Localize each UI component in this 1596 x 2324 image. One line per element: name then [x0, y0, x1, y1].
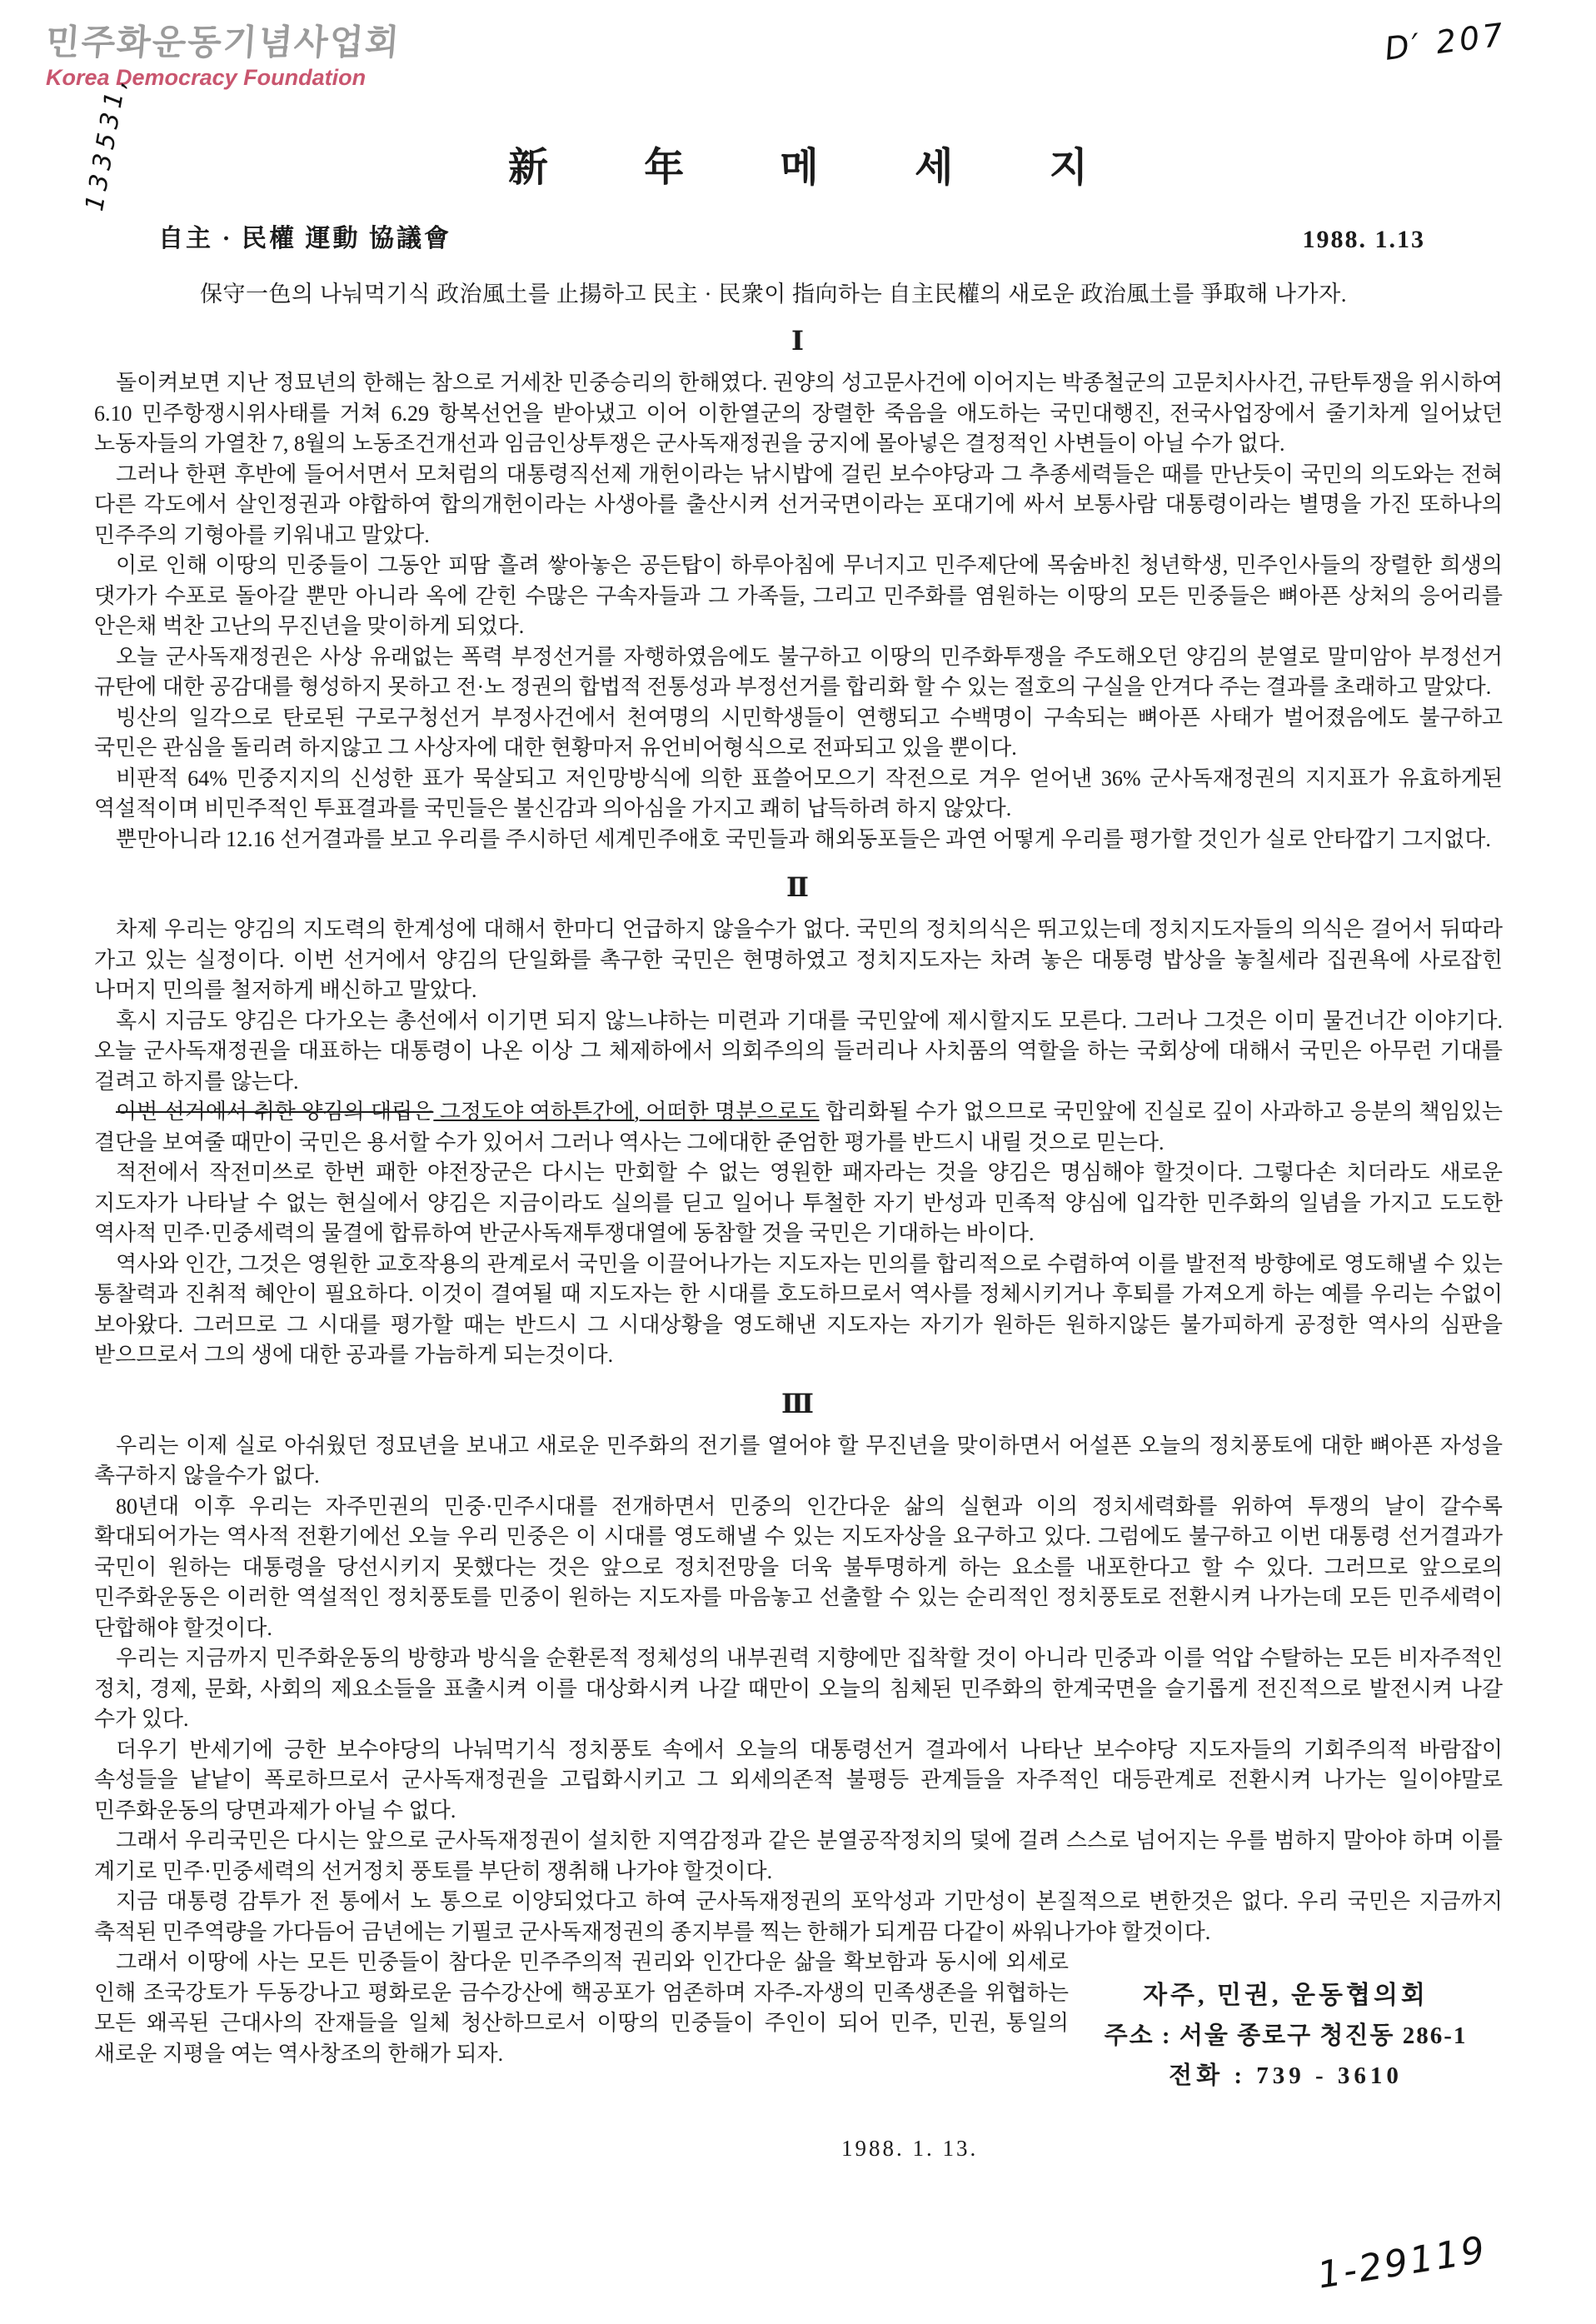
paragraph: 혹시 지금도 양김은 다가오는 총선에서 이기면 되지 않느냐하는 미련과 기대를 국민앞에 제시할지도 모른다. 그러나 그것은 이미 물건너간 이야기다. 오늘 군사독재정권을 대표하는 대통령이 나온 이상 그 체제하에서 의회주의의 들러리나 사치품의 역할을 하는 국회상에 대해서 국민은 아무런 기대를 걸려고 하지를 않는다. [94, 1008, 1503, 1094]
handwritten-bottom-right-number: 1-29119 [1314, 2228, 1490, 2297]
paragraph: 비판적 64% 민중지지의 신성한 표가 묵살되고 저인망방식에 의한 표쓸어모으기 작전으로 겨우 얻어낸 36% 군사독재정권의 지지표가 유효하게된 역설적이며 비민주적인 투표결과를 국민들은 불신감과 의아심을 가지고 쾌히 납득하려 하지 않았다. [94, 766, 1503, 820]
closing-block [0, 1947, 1596, 2096]
paragraph: 뿐만아니라 12.16 선거결과를 보고 우리를 주시하던 세계민주애호 국민들과 해외동포들은 과연 어떻게 우리를 평가할 것인가 실로 안타깝기 그지없다. [116, 826, 1491, 851]
footer-date: 1988. 1. 13. [841, 2136, 979, 2161]
section-marker-3: Ⅲ [781, 1388, 815, 1419]
paragraph: 차제 우리는 양김의 지도력의 한계성에 대해서 한마디 언급하지 않을수가 없다. 국민의 정치의식은 뛰고있는데 정치지도자들의 의식은 걸어서 뒤따라 가고 있는 실정이다. 이번 선거에서 양김의 단일화를 촉구한 국민은 현명하였고 정치지도자는 차려 놓은 대통령 밥상을 놓칠세라 집권욕에 사로잡힌 나머지 민의를 철저하게 배신하고 말았다. [94, 917, 1503, 1002]
signature-organization: 자주, 민권, 운동협의회 [1143, 1982, 1429, 2009]
header-row [0, 192, 1596, 254]
issuing-organization: 自主 · 民權 運動 協議會 [158, 225, 452, 252]
signature-block [1069, 1947, 1503, 2096]
paragraph: 오늘 군사독재정권은 사상 유래없는 폭력 부정선거를 자행하였음에도 불구하고 이땅의 민주화투쟁을 주도해오던 양김의 분열로 말미암아 부정선거 규탄에 대한 공감대를 형성하지 못하고 전·노 정권의 합법적 전통성과 부정선거를 합리화 할 수 있는 절호의 구실을 안겨다 주는 결과를 초래하고 말았다. [94, 644, 1503, 699]
closing-paragraph-column [94, 1947, 1069, 2096]
section-2-body [0, 915, 1596, 1371]
slogan-line: 保守一色의 나눠먹기식 政治風土를 止揚하고 民主 · 民衆이 指向하는 自主民權의 새로운 政治風土를 爭取해 나가자. [200, 282, 1347, 307]
header-date: 1988. 1.13 [1302, 226, 1425, 253]
paragraph: 80년대 이후 우리는 자주민권의 민중·민주시대를 전개하면서 민중의 인간다운 삶의 실현과 이의 정치세력화를 위하여 투쟁의 날이 갈수록 확대되어가는 역사적 전환기에선 오늘 우리 민중은 이 시대를 영도해낼 수 있는 지도자상을 요구하고 있다. 그럼에도 불구하고 이번 대통령 선거결과가 국민이 원하는 대통령을 당선시키지 못했다는 것은 앞으로 정치전망을 더욱 불투명하게 하는 요소를 내포한다고 할 수 있다. 그러므로 앞으로의 민주화운동은 이러한 역설적인 정치풍토를 민중이 원하는 지도자를 마음놓고 선출할 수 있는 순리적인 정치풍토로 전환시켜 나가는데 모든 민주세력이 단합해야 할것이다. [94, 1494, 1503, 1640]
document-title: 新年메세지 [508, 146, 1185, 190]
handwritten-archive-number: 133531, [80, 72, 133, 214]
foundation-logo-korean: 민주화운동기념사업회 [44, 22, 402, 62]
underlined-text: 그정도야 여하튼간에, 어떠한 명분으로도 [433, 1100, 820, 1124]
paragraph: 더우기 반세기에 긍한 보수야당의 나눠먹기식 정치풍토 속에서 오늘의 대통령선거 결과에서 나타난 보수야당 지도자들의 기회주의적 바람잡이 속성들을 낱낱이 폭로하므로서 군사독재정권을 고립화시키고 그 외세의존적 불평등 관계들을 자주적인 대등관계로 전환시켜 나가는 일이야말로 민주화운동의 당면과제가 아닐 수 없다. [94, 1737, 1503, 1823]
paragraph: 빙산의 일각으로 탄로된 구로구청선거 부정사건에서 천여명의 시민학생들이 연행되고 수백명이 구속되는 뼈아픈 사태가 벌어졌음에도 불구하고 국민은 관심을 돌리려 하지않고 그 사상자에 대한 현황마저 유언비어형식으로 전파되고 있을 뿐이다. [94, 705, 1503, 760]
letterhead [0, 0, 1596, 92]
paragraph: 그래서 우리국민은 다시는 앞으로 군사독재정권이 설치한 지역감정과 같은 분열공작정치의 덫에 걸려 스스로 넘어지는 우를 범하지 말아야 하며 이를 계기로 민주·민중세력의 선거정치 풍토를 부단히 쟁취해 나가야 할것이다. [94, 1828, 1503, 1883]
paragraph: 지금 대통령 감투가 전 통에서 노 통으로 이양되었다고 하여 군사독재정권의 포악성과 기만성이 본질적으로 변한것은 없다. 우리 국민은 지금까지 축적된 민주역량을 가다듬어 금년에는 기필코 군사독재정권의 종지부를 찍는 한해가 되게끔 다같이 싸워나가야 할것이다. [94, 1889, 1503, 1944]
section-marker-2: Ⅱ [786, 872, 810, 902]
paragraph: 역사와 인간, 그것은 영원한 교호작용의 관계로서 국민을 이끌어나가는 지도자는 민의를 합리적으로 수렴하여 이를 발전적 방향에로 영도해낼 수 있는 통찰력과 진취적 혜안이 필요하다. 이것이 결여될 때 지도자는 한 시대를 호도하므로서 역사를 정체시키거나 후퇴를 가져오게 하는 예를 우리는 수없이 보아왔다. 그러므로 그 시대를 평가할 때는 반드시 그 시대상황을 영도해낸 지도자는 자기가 원하든 원하지않든 불가피하게 공정한 역사의 심판을 받으므로서 그의 생에 대한 공과를 가늠하게 되는것이다. [94, 1251, 1503, 1367]
paragraph: 그래서 이땅에 사는 모든 민중들이 참다운 민주주의적 권리와 인간다운 삶을 확보함과 동시에 외세로 인해 조국강토가 두동강나고 평화로운 금수강산에 핵공포가 엄존하며 자주-자생의 민족생존을 위협하는 모든 왜곡된 근대사의 잔재들을 일체 청산하므로서 이땅의 민중들이 주인이 되어 민주, 민권, 통일의 새로운 지평을 여는 역사창조의 한해가 되자. [94, 1950, 1069, 2066]
section-3-body [0, 1431, 1596, 1948]
paragraph: 이로 인해 이땅의 민중들이 그동안 피땀 흘려 쌓아놓은 공든탑이 하루아침에 무너지고 민주제단에 목숨바친 청년학생, 민주인사들의 장렬한 희생의 댓가가 수포로 돌아갈 뿐만 아니라 옥에 갇힌 수많은 구속자들과 그 가족들, 그리고 민주화를 염원하는 이땅의 모든 민중들은 뼈아픈 상처의 응어리를 안은채 벅찬 고난의 무진년을 맞이하게 되었다. [94, 553, 1503, 638]
signature-phone: 전화 : 739 - 3610 [1169, 2062, 1403, 2089]
paragraph-text: 합리화될 수가 없으므로 국민앞에 진실로 깊이 사과하고 응분의 책임있는 결단을 보여줄 때만이 국민은 용서할 수가 있어서 그러나 역사는 그에대한 준엄한 평가를 반드시 내릴 것으로 믿는다. [94, 1100, 1503, 1155]
section-marker-1: Ⅰ [791, 326, 805, 356]
paragraph: 우리는 지금까지 민주화운동의 방향과 방식을 순환론적 정체성의 내부권력 지향에만 집착할 것이 아니라 민중과 이를 억압 수탈하는 모든 비자주적인 정치, 경제, 문화, 사회의 제요소들을 표출시켜 이를 대상화시켜 나갈 때만이 오늘의 침체된 민주화의 한계국면을 슬기롭게 전진적으로 발전시켜 나갈 수가 있다. [94, 1646, 1503, 1731]
paragraph: 적전에서 작전미쓰로 한번 패한 야전장군은 다시는 만회할 수 없는 영원한 패자라는 것을 양김은 명심해야 할것이다. 그렇다손 치더라도 새로운 지도자가 나타날 수 없는 현실에서 양김은 지금이라도 실의를 딛고 일어나 투철한 자기 반성과 민족적 양심에 입각한 민주화의 일념을 가지고 도도한 역사적 민주·민중세력의 물결에 합류하여 반군사독재투쟁대열에 동참할 것을 국민은 기대하는 바이다. [94, 1160, 1503, 1245]
foundation-logo-english: Korea Democracy Foundation [46, 65, 367, 90]
handwritten-top-right-mark: D′ 207 [1382, 16, 1509, 67]
paragraph: 그러나 한편 후반에 들어서면서 모처럼의 대통령직선제 개헌이라는 낚시밥에 걸린 보수야당과 그 추종세력들은 때를 만난듯이 국민의 의도와는 전혀 다른 각도에서 살인정권과 야합하여 합의개헌이라는 사생아를 출산시켜 선거국면이라는 포대기에 싸서 보통사람 대통령이라는 별명을 가진 또하나의 민주주의 기형아를 키워내고 말았다. [94, 461, 1503, 547]
paragraph: 돌이켜보면 지난 정묘년의 한해는 참으로 거세찬 민중승리의 한해였다. 권양의 성고문사건에 이어지는 박종철군의 고문치사사건, 규탄투쟁을 위시하여 6.10 민주항쟁시위사태를 거쳐 6.29 항복선언을 받아냈고 이어 이한열군의 장렬한 죽음을 애도하는 국민대행진, 전국사업장에서 줄기차게 일어났던 노동자들의 가열찬 7, 8월의 노동조건개선과 임금인상투쟁은 군사독재정권을 궁지에 몰아넣은 결정적인 사변들이 아닐 수가 없다. [94, 371, 1503, 456]
paragraph-with-pen-corrections [94, 1097, 1503, 1158]
struck-text: 이번 선거에서 취한 양김의 대립은 [116, 1100, 434, 1124]
paragraph: 우리는 이제 실로 아쉬웠던 정묘년을 보내고 새로운 민주화의 전기를 열어야 할 무진년을 맞이하면서 어설픈 오늘의 정치풍토에 대한 뼈아픈 자성을 촉구하지 않을수가 없다. [94, 1433, 1503, 1488]
section-1-body [0, 368, 1596, 855]
signature-address: 주소 : 서울 종로구 청진동 286-1 [1104, 2022, 1468, 2049]
